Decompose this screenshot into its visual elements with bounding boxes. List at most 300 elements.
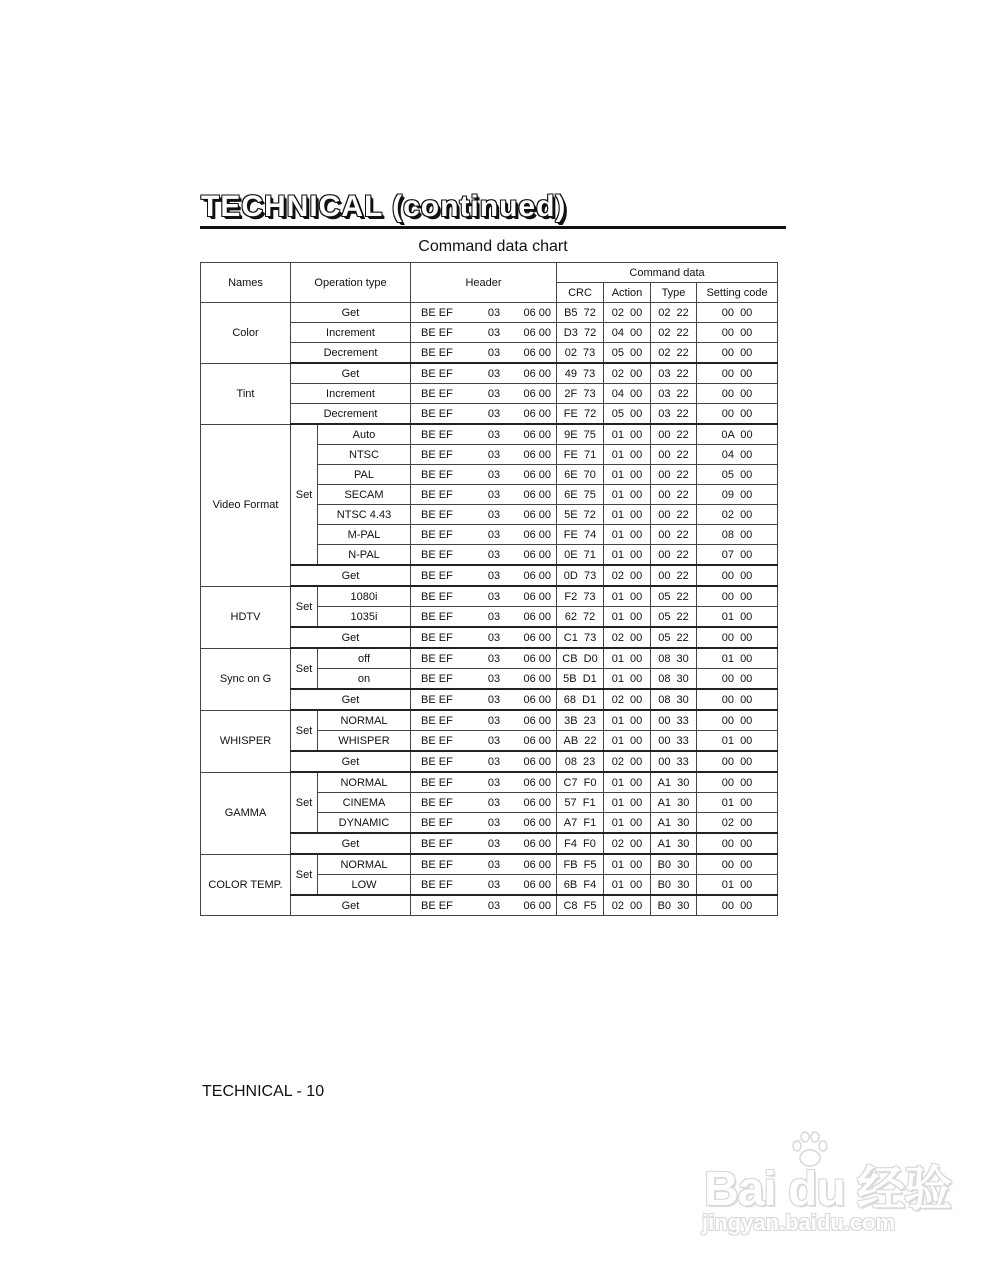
header-bytes <box>411 895 557 916</box>
crc-value: F4 F0 <box>557 833 604 854</box>
table-row <box>201 710 778 731</box>
operation-value: M-PAL <box>318 525 411 545</box>
header-byte-group: 03 <box>487 306 501 319</box>
operation-set-label: Set <box>291 586 318 627</box>
operation-type: Get <box>291 895 411 916</box>
action-value: 01 00 <box>604 731 651 752</box>
table-body <box>201 303 778 916</box>
crc-value: 6B F4 <box>557 875 604 896</box>
page-heading: TECHNICAL (continued) <box>201 190 567 223</box>
operation-set-label: Set <box>291 854 318 895</box>
crc-value: 68 D1 <box>557 689 604 710</box>
header-byte-group: BE EF <box>421 776 453 789</box>
header-bytes <box>411 323 557 343</box>
header-bytes <box>411 586 557 607</box>
header-byte-group: BE EF <box>421 816 453 829</box>
header-byte-group: 06 00 <box>523 528 551 541</box>
setting-code-value: 00 00 <box>697 895 778 916</box>
operation-set-label: Set <box>291 710 318 751</box>
operation-set-label: Set <box>291 424 318 565</box>
action-value: 01 00 <box>604 793 651 813</box>
header-byte-group: BE EF <box>421 693 453 706</box>
type-value: 00 22 <box>651 565 697 586</box>
crc-value: 2F 73 <box>557 384 604 404</box>
crc-value: AB 22 <box>557 731 604 752</box>
row-group-name: Sync on G <box>201 648 291 710</box>
header-byte-group: 06 00 <box>523 652 551 665</box>
col-header-action: Action <box>604 283 651 303</box>
header-byte-group: 06 00 <box>523 548 551 561</box>
header-byte-group: 03 <box>487 652 501 665</box>
header-byte-group: BE EF <box>421 734 453 747</box>
setting-code-value: 00 00 <box>697 772 778 793</box>
header-byte-group: 06 00 <box>523 672 551 685</box>
header-bytes <box>411 525 557 545</box>
crc-value: C7 F0 <box>557 772 604 793</box>
header-byte-group: 06 00 <box>523 837 551 850</box>
setting-code-value: 00 00 <box>697 404 778 425</box>
header-bytes <box>411 648 557 669</box>
crc-value: A7 F1 <box>557 813 604 834</box>
row-group-name: COLOR TEMP. <box>201 854 291 916</box>
setting-code-value: 00 00 <box>697 854 778 875</box>
header-bytes <box>411 384 557 404</box>
header-byte-group: 03 <box>487 428 501 441</box>
header-byte-group: BE EF <box>421 796 453 809</box>
operation-value: NORMAL <box>318 772 411 793</box>
operation-value: LOW <box>318 875 411 896</box>
operation-value: CINEMA <box>318 793 411 813</box>
header-byte-group: 03 <box>487 878 501 891</box>
header-byte-group: 03 <box>487 816 501 829</box>
header-byte-group: 03 <box>487 776 501 789</box>
col-header-command-data: Command data <box>557 263 778 283</box>
header-bytes <box>411 343 557 364</box>
setting-code-value: 04 00 <box>697 445 778 465</box>
operation-type: Get <box>291 751 411 772</box>
header-byte-group: BE EF <box>421 755 453 768</box>
type-value: 05 22 <box>651 627 697 648</box>
header-bytes <box>411 303 557 323</box>
crc-value: 02 73 <box>557 343 604 364</box>
header-bytes <box>411 505 557 525</box>
header-byte-group: 03 <box>487 610 501 623</box>
operation-value: 1080i <box>318 586 411 607</box>
header-bytes <box>411 875 557 896</box>
crc-value: CB D0 <box>557 648 604 669</box>
header-byte-group: 06 00 <box>523 878 551 891</box>
header-bytes <box>411 485 557 505</box>
header-bytes <box>411 833 557 854</box>
header-byte-group: 06 00 <box>523 346 551 359</box>
header-byte-group: BE EF <box>421 528 453 541</box>
header-byte-group: 06 00 <box>523 734 551 747</box>
type-value: 02 22 <box>651 343 697 364</box>
setting-code-value: 01 00 <box>697 875 778 896</box>
type-value: 00 22 <box>651 424 697 445</box>
action-value: 02 00 <box>604 895 651 916</box>
col-header-names: Names <box>201 263 291 303</box>
operation-value: NTSC <box>318 445 411 465</box>
header-byte-group: BE EF <box>421 672 453 685</box>
header-byte-group: 03 <box>487 569 501 582</box>
operation-type: Get <box>291 565 411 586</box>
header-byte-group: 03 <box>487 837 501 850</box>
crc-value: 49 73 <box>557 363 604 384</box>
action-value: 02 00 <box>604 303 651 323</box>
page-footer: TECHNICAL - 10 <box>202 1083 325 1100</box>
type-value: 03 22 <box>651 363 697 384</box>
header-bytes <box>411 627 557 648</box>
header-bytes <box>411 545 557 566</box>
setting-code-value: 01 00 <box>697 731 778 752</box>
header-byte-group: BE EF <box>421 899 453 912</box>
header-byte-group: BE EF <box>421 428 453 441</box>
header-bytes <box>411 731 557 752</box>
header-byte-group: 03 <box>487 714 501 727</box>
action-value: 01 00 <box>604 607 651 628</box>
header-byte-group: 06 00 <box>523 796 551 809</box>
header-byte-group: 06 00 <box>523 714 551 727</box>
setting-code-value: 08 00 <box>697 525 778 545</box>
header-byte-group: 06 00 <box>523 488 551 501</box>
row-group-name: HDTV <box>201 586 291 648</box>
type-value: 00 33 <box>651 710 697 731</box>
header-byte-group: 03 <box>487 899 501 912</box>
header-byte-group: BE EF <box>421 387 453 400</box>
setting-code-value: 01 00 <box>697 648 778 669</box>
header-byte-group: 03 <box>487 548 501 561</box>
row-group-name: WHISPER <box>201 710 291 772</box>
header-byte-group: 06 00 <box>523 693 551 706</box>
header-bytes <box>411 854 557 875</box>
col-header-setting-code: Setting code <box>697 283 778 303</box>
type-value: 00 22 <box>651 485 697 505</box>
operation-type: Increment <box>291 323 411 343</box>
action-value: 01 00 <box>604 586 651 607</box>
type-value: 02 22 <box>651 303 697 323</box>
header-bytes <box>411 813 557 834</box>
header-byte-group: 03 <box>487 387 501 400</box>
table-row <box>201 363 778 384</box>
setting-code-value: 02 00 <box>697 813 778 834</box>
header-byte-group: 06 00 <box>523 816 551 829</box>
header-byte-group: BE EF <box>421 306 453 319</box>
operation-value: NTSC 4.43 <box>318 505 411 525</box>
action-value: 02 00 <box>604 565 651 586</box>
action-value: 01 00 <box>604 545 651 566</box>
crc-value: B5 72 <box>557 303 604 323</box>
setting-code-value: 00 00 <box>697 669 778 690</box>
operation-set-label: Set <box>291 772 318 833</box>
header-byte-group: BE EF <box>421 569 453 582</box>
header-byte-group: 06 00 <box>523 448 551 461</box>
header-bytes <box>411 710 557 731</box>
header-byte-group: 03 <box>487 755 501 768</box>
header-byte-group: BE EF <box>421 837 453 850</box>
header-byte-group: 03 <box>487 734 501 747</box>
table-row <box>201 772 778 793</box>
header-byte-group: 06 00 <box>523 590 551 603</box>
header-byte-group: 03 <box>487 796 501 809</box>
header-byte-group: 03 <box>487 528 501 541</box>
setting-code-value: 00 00 <box>697 710 778 731</box>
header-byte-group: 06 00 <box>523 407 551 420</box>
header-bytes <box>411 424 557 445</box>
setting-code-value: 00 00 <box>697 689 778 710</box>
type-value: A1 30 <box>651 813 697 834</box>
crc-value: FE 72 <box>557 404 604 425</box>
col-header-header: Header <box>411 263 557 303</box>
type-value: 00 33 <box>651 731 697 752</box>
operation-value: NORMAL <box>318 710 411 731</box>
header-bytes <box>411 607 557 628</box>
type-value: 03 22 <box>651 404 697 425</box>
header-bytes <box>411 669 557 690</box>
action-value: 01 00 <box>604 772 651 793</box>
setting-code-value: 00 00 <box>697 565 778 586</box>
crc-value: FE 74 <box>557 525 604 545</box>
table-row <box>201 586 778 607</box>
operation-value: WHISPER <box>318 731 411 752</box>
action-value: 01 00 <box>604 485 651 505</box>
header-byte-group: BE EF <box>421 652 453 665</box>
header-bytes <box>411 445 557 465</box>
setting-code-value: 00 00 <box>697 627 778 648</box>
type-value: A1 30 <box>651 793 697 813</box>
setting-code-value: 09 00 <box>697 485 778 505</box>
header-byte-group: 06 00 <box>523 468 551 481</box>
header-byte-group: 06 00 <box>523 326 551 339</box>
row-group-name: GAMMA <box>201 772 291 854</box>
header-byte-group: BE EF <box>421 367 453 380</box>
action-value: 01 00 <box>604 648 651 669</box>
setting-code-value: 0A 00 <box>697 424 778 445</box>
type-value: 00 33 <box>651 751 697 772</box>
header-byte-group: BE EF <box>421 448 453 461</box>
header-byte-group: 06 00 <box>523 508 551 521</box>
setting-code-value: 00 00 <box>697 586 778 607</box>
header-byte-group: BE EF <box>421 407 453 420</box>
operation-value: SECAM <box>318 485 411 505</box>
header-byte-group: 06 00 <box>523 610 551 623</box>
operation-type: Get <box>291 689 411 710</box>
type-value: 05 22 <box>651 586 697 607</box>
setting-code-value: 07 00 <box>697 545 778 566</box>
action-value: 01 00 <box>604 505 651 525</box>
setting-code-value: 00 00 <box>697 751 778 772</box>
header-byte-group: 06 00 <box>523 776 551 789</box>
action-value: 02 00 <box>604 363 651 384</box>
header-byte-group: 03 <box>487 407 501 420</box>
header-byte-group: 03 <box>487 448 501 461</box>
header-byte-group: 03 <box>487 631 501 644</box>
type-value: 08 30 <box>651 669 697 690</box>
command-data-table <box>200 262 778 916</box>
action-value: 01 00 <box>604 465 651 485</box>
header-byte-group: 06 00 <box>523 367 551 380</box>
header-byte-group: 03 <box>487 672 501 685</box>
crc-value: 08 23 <box>557 751 604 772</box>
type-value: 05 22 <box>651 607 697 628</box>
operation-type: Decrement <box>291 404 411 425</box>
action-value: 04 00 <box>604 384 651 404</box>
setting-code-value: 00 00 <box>697 833 778 854</box>
row-group-name: Tint <box>201 363 291 424</box>
type-value: 08 30 <box>651 689 697 710</box>
table-row <box>201 854 778 875</box>
operation-value: NORMAL <box>318 854 411 875</box>
setting-code-value: 00 00 <box>697 323 778 343</box>
header-byte-group: BE EF <box>421 468 453 481</box>
header-byte-group: 03 <box>487 346 501 359</box>
type-value: B0 30 <box>651 895 697 916</box>
action-value: 02 00 <box>604 751 651 772</box>
action-value: 02 00 <box>604 689 651 710</box>
type-value: A1 30 <box>651 772 697 793</box>
type-value: 02 22 <box>651 323 697 343</box>
header-byte-group: BE EF <box>421 610 453 623</box>
header-byte-group: BE EF <box>421 878 453 891</box>
operation-type: Decrement <box>291 343 411 364</box>
setting-code-value: 00 00 <box>697 343 778 364</box>
crc-value: 6E 75 <box>557 485 604 505</box>
crc-value: 3B 23 <box>557 710 604 731</box>
setting-code-value: 00 00 <box>697 384 778 404</box>
header-byte-group: BE EF <box>421 346 453 359</box>
operation-value: DYNAMIC <box>318 813 411 834</box>
setting-code-value: 00 00 <box>697 363 778 384</box>
action-value: 01 00 <box>604 525 651 545</box>
col-header-crc: CRC <box>557 283 604 303</box>
crc-value: C8 F5 <box>557 895 604 916</box>
action-value: 04 00 <box>604 323 651 343</box>
operation-value: PAL <box>318 465 411 485</box>
crc-value: 62 72 <box>557 607 604 628</box>
crc-value: 9E 75 <box>557 424 604 445</box>
header-bytes <box>411 363 557 384</box>
header-bytes <box>411 772 557 793</box>
action-value: 01 00 <box>604 854 651 875</box>
watermark-brand: Bai du 经验 <box>704 1163 952 1216</box>
type-value: 03 22 <box>651 384 697 404</box>
crc-value: D3 72 <box>557 323 604 343</box>
type-value: A1 30 <box>651 833 697 854</box>
operation-value: on <box>318 669 411 690</box>
action-value: 01 00 <box>604 424 651 445</box>
crc-value: 5B D1 <box>557 669 604 690</box>
row-group-name: Color <box>201 303 291 364</box>
operation-type: Get <box>291 363 411 384</box>
table-row <box>201 424 778 445</box>
header-byte-group: 03 <box>487 326 501 339</box>
crc-value: FE 71 <box>557 445 604 465</box>
crc-value: 5E 72 <box>557 505 604 525</box>
action-value: 05 00 <box>604 343 651 364</box>
header-byte-group: 06 00 <box>523 755 551 768</box>
header-byte-group: BE EF <box>421 548 453 561</box>
action-value: 01 00 <box>604 445 651 465</box>
operation-value: N-PAL <box>318 545 411 566</box>
operation-type: Get <box>291 833 411 854</box>
header-byte-group: BE EF <box>421 714 453 727</box>
header-byte-group: 03 <box>487 468 501 481</box>
table-row <box>201 303 778 323</box>
col-header-type: Type <box>651 283 697 303</box>
header-byte-group: BE EF <box>421 858 453 871</box>
operation-set-label: Set <box>291 648 318 689</box>
header-byte-group: 03 <box>487 590 501 603</box>
operation-value: Auto <box>318 424 411 445</box>
action-value: 01 00 <box>604 710 651 731</box>
header-byte-group: 03 <box>487 693 501 706</box>
header-byte-group: 03 <box>487 508 501 521</box>
crc-value: F2 73 <box>557 586 604 607</box>
header-bytes <box>411 793 557 813</box>
header-byte-group: 06 00 <box>523 858 551 871</box>
action-value: 02 00 <box>604 627 651 648</box>
crc-value: C1 73 <box>557 627 604 648</box>
header-byte-group: BE EF <box>421 590 453 603</box>
header-byte-group: 06 00 <box>523 306 551 319</box>
watermark <box>700 1128 952 1238</box>
setting-code-value: 02 00 <box>697 505 778 525</box>
type-value: 00 22 <box>651 545 697 566</box>
operation-type: Increment <box>291 384 411 404</box>
header-byte-group: 03 <box>487 367 501 380</box>
table-header-row <box>201 263 778 283</box>
type-value: B0 30 <box>651 875 697 896</box>
col-header-operation-type: Operation type <box>291 263 411 303</box>
header-byte-group: BE EF <box>421 508 453 521</box>
header-bytes <box>411 689 557 710</box>
operation-value: off <box>318 648 411 669</box>
action-value: 05 00 <box>604 404 651 425</box>
crc-value: 6E 70 <box>557 465 604 485</box>
header-byte-group: 06 00 <box>523 569 551 582</box>
header-byte-group: BE EF <box>421 326 453 339</box>
header-bytes <box>411 565 557 586</box>
type-value: 00 22 <box>651 505 697 525</box>
type-value: B0 30 <box>651 854 697 875</box>
crc-value: 57 F1 <box>557 793 604 813</box>
operation-value: 1035i <box>318 607 411 628</box>
header-byte-group: BE EF <box>421 631 453 644</box>
type-value: 00 22 <box>651 525 697 545</box>
header-bytes <box>411 465 557 485</box>
type-value: 00 22 <box>651 445 697 465</box>
setting-code-value: 01 00 <box>697 793 778 813</box>
action-value: 02 00 <box>604 833 651 854</box>
action-value: 01 00 <box>604 813 651 834</box>
action-value: 01 00 <box>604 669 651 690</box>
crc-value: FB F5 <box>557 854 604 875</box>
operation-type: Get <box>291 303 411 323</box>
header-byte-group: BE EF <box>421 488 453 501</box>
heading-rule <box>200 226 786 229</box>
header-byte-group: 06 00 <box>523 428 551 441</box>
header-byte-group: 06 00 <box>523 387 551 400</box>
operation-type: Get <box>291 627 411 648</box>
header-byte-group: 06 00 <box>523 899 551 912</box>
setting-code-value: 05 00 <box>697 465 778 485</box>
action-value: 01 00 <box>604 875 651 896</box>
header-bytes <box>411 751 557 772</box>
crc-value: 0D 73 <box>557 565 604 586</box>
header-byte-group: 03 <box>487 488 501 501</box>
row-group-name: Video Format <box>201 424 291 586</box>
type-value: 08 30 <box>651 648 697 669</box>
